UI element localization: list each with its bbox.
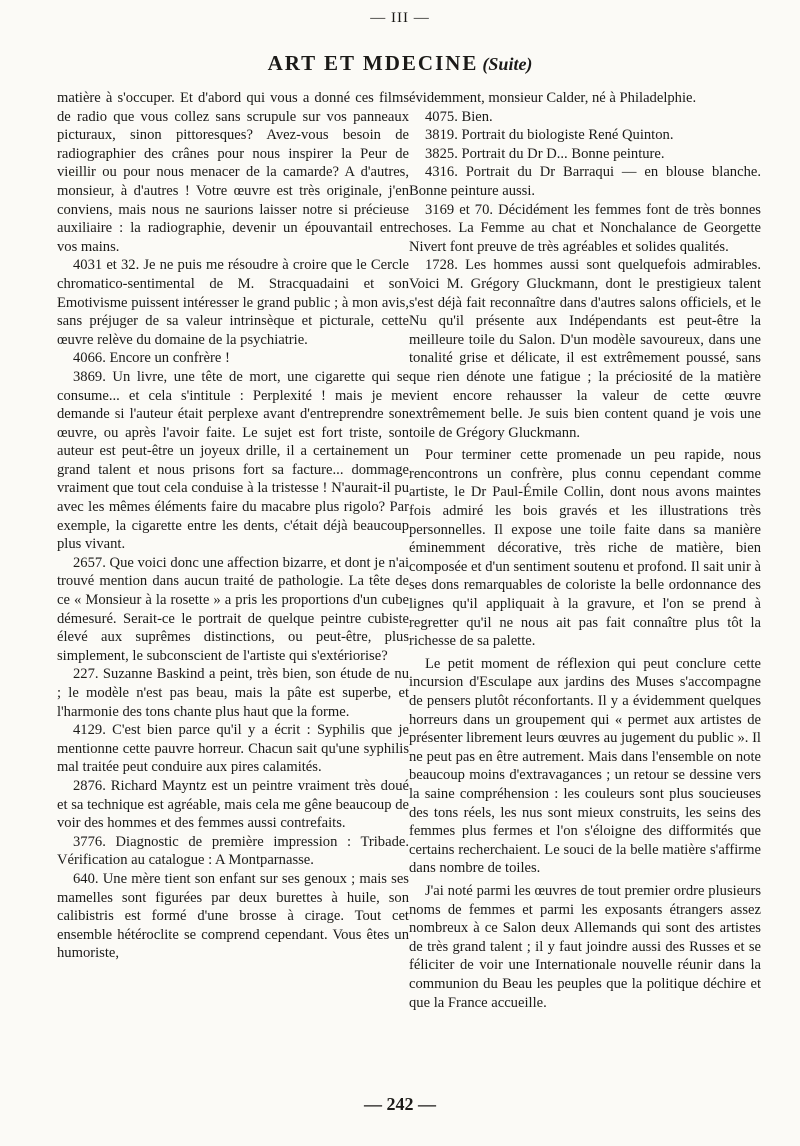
paragraph: 3825. Portrait du Dr D... Bonne peinture. — [425, 145, 665, 162]
left-column — [57, 89, 409, 963]
article-title — [0, 51, 800, 76]
right-column — [409, 89, 761, 1012]
title-suffix: (Suite) — [482, 54, 533, 74]
paragraph: 640. Une mère tient son enfant sur ses genoux ; mais ses mamelles sont figurées par deux burettes à huile, son calibistris est formé d'une brosse à cirage. Tout cet ensemble hétéroclite se comprend cependant. Vous êtes un humoriste, — [57, 870, 409, 962]
paragraph: 4031 et 32. Je ne puis me résoudre à croire que le Cercle chromatico-sentimental de M. Stracquadaini et son Emotivisme puissent intéresser le grand public ; à mon avis, sans préjuger de sa valeur intrinsèque et picturale, cette œuvre relève du domaine de la psychiatrie. — [57, 257, 409, 348]
paragraph: 1728. Les hommes aussi sont quelquefois admirables. Voici M. Grégory Gluckmann, dont le prestigieux talent s'est déjà fait reconnaître dans d'autres salons officiels, et le Nu qu'il présente aux Indépendants est peut-être la meilleure toile du Salon. D'un modèle savoureux, dans une tonalité grise et délicate, il est extrêmement poussé, sans que rien dénote une fatigue ; la préciosité de la matière vient encore rehausser la valeur de cette œuvre extrêmement belle. Je suis bien content quand je vois une toile de Grégory Gluckmann. — [409, 257, 761, 441]
paragraph: 3869. Un livre, une tête de mort, une cigarette qui se consume... et cela s'intitule : Perplexité ! mais je me demande si l'auteur était perplexe avant d'entreprendre son œuvre, ou après l'avoir faite. Le sujet est fort triste, son auteur est peut-être un joyeux drille, il a certainement un grand talent et nous prisons fort sa facture... dommage vraiment que tout cela conduise à la tristesse ! N'aurait-il pu avec les mêmes éléments faire du macabre plus rigolo? Par exemple, la cigarette entre les dents, c'était déjà beaucoup plus vivant. — [57, 368, 409, 553]
paragraph: 4075. Bien. — [425, 108, 493, 125]
roman-page-number: — III — — [370, 10, 430, 26]
paragraph: 3819. Portrait du biologiste René Quinton. — [425, 127, 674, 144]
paragraph: matière à s'occuper. Et d'abord qui vous a donné ces films de radio que vous collez sans scrupule sur vos panneaux picturaux, sinon pittoresques? Avez-vous besoin de radiographier des crânes pour nous inspirer la Peur de vieillir ou pour nous menacer de la camarde? A d'autres, monsieur, à d'autres ! Votre œuvre est très originale, j'en conviens, mais nous ne saurions laisser notre si précieuse auxiliaire : la radiographie, devenir un épouvantail entre vos mains. — [57, 90, 409, 255]
page-number: — 242 — — [364, 1094, 436, 1114]
paragraph: 4129. C'est bien parce qu'il y a écrit : Syphilis que je mentionne cette pauvre horreur. Chacun sait qu'une syphilis mal traitée peut conduire aux pires calamités. — [57, 722, 409, 776]
paragraph: 3169 et 70. Décidément les femmes font de très bonnes choses. La Femme au chat et Nonchalance de Georgette Nivert font preuve de très agréables et solides qualités. — [409, 201, 761, 255]
paragraph: Le petit moment de réflexion qui peut conclure cette incursion d'Esculape aux jardins des Muses s'accompagne de pensers plutôt réconfortants. Il y a évidemment quelques horreurs dans un groupement qui « permet aux artistes de présenter librement leurs œuvres au jugement du public ». Il ne peut pas en être autrement. Mais dans l'ensemble on note beaucoup moins d'extravagances ; un retour se dessine vers la saine compréhension : les couleurs sont plus soucieuses des tons réels, les nus sont mieux construits, les seins des femmes plus fermes et l'on s'éloigne des difformités que certains recherchaient. Le souci de la belle matière s'affirme dans nombre de toiles. — [409, 655, 761, 877]
paragraph: 4316. Portrait du Dr Barraqui — en blouse blanche. Bonne peinture aussi. — [409, 164, 761, 199]
paragraph: 4066. Encore un confrère ! — [73, 350, 230, 367]
paragraph: Pour terminer cette promenade un peu rapide, nous rencontrons un confrère, plus connu cependant comme artiste, le Dr Paul-Émile Collin, dont nous avons maintes fois admiré les bois gravés et les illustrations très personnelles. Il expose une toile faite dans sa manière éminemment décorative, très riche de matière, bien composée et d'un sentiment soutenu et profond. Il sait unir à ses dons remarquables de coloriste la belle ordonnance des lignes qu'il appliquait à la gravure, et l'on se prend à regretter qu'il ne nous ait pas fait connaître plus tôt la richesse de sa palette. — [409, 447, 761, 650]
paragraph: J'ai noté parmi les œuvres de tout premier ordre plusieurs noms de femmes et parmi les exposants étrangers assez nombreux à ce Salon deux Allemands qui sont des artistes de très grand talent ; il y faut joindre aussi des Russes et se féliciter de voir une Internationale nouvelle réunir dans la communion du Beau les peuples que la politique déchire et que la France accueille. — [409, 882, 761, 1011]
title-main: ART ET MDECINE — [267, 51, 479, 75]
paragraph: 2657. Que voici donc une affection bizarre, et dont je n'ai trouvé mention dans aucun traité de pathologie. La tête de ce « Monsieur à la rosette » a pris les proportions d'un cube démesuré. Serait-ce le portrait de quelque peintre cubiste élevé aux suprêmes distinctions, ou peut-être, plus simplement, le subconscient de l'artiste qui s'extériorise? — [57, 554, 409, 664]
paragraph: 227. Suzanne Baskind a peint, très bien, son étude de nu ; le modèle n'est pas beau, mais la pâte est superbe, et l'harmonie des tons chante plus haut que la forme. — [57, 666, 409, 720]
paragraph: évidemment, monsieur Calder, né à Philadelphie. — [409, 90, 697, 106]
paragraph: 3776. Diagnostic de première impression : Tribade. Vérification au catalogue : A Montparnasse. — [57, 833, 409, 869]
paragraph: 2876. Richard Mayntz est un peintre vraiment très doué et sa technique est agréable, mais cela me gêne beaucoup de voir des hommes et des femmes aussi contrefaits. — [57, 777, 409, 832]
